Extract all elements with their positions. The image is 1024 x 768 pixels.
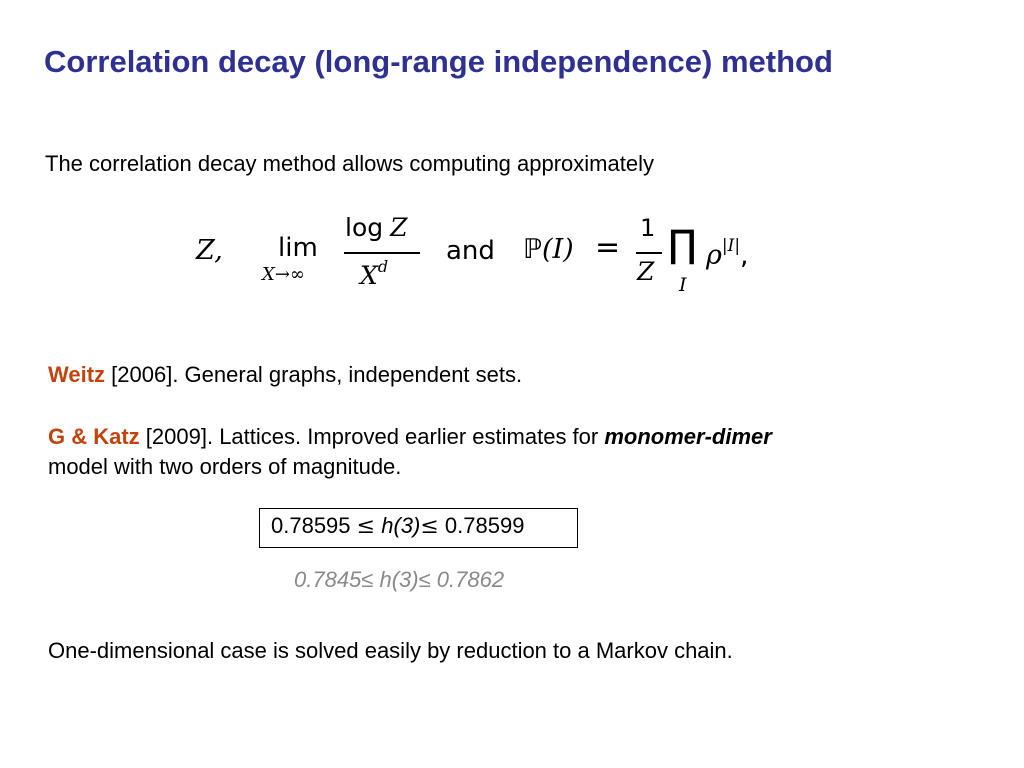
formula-rho bbox=[706, 236, 749, 271]
formula-fraction-bar bbox=[344, 252, 420, 254]
bound-lower: 0.78595 bbox=[271, 513, 351, 538]
leq-symbol: ≤ bbox=[420, 514, 439, 539]
ref-author: Weitz bbox=[48, 362, 106, 387]
formula-den-exponent: d bbox=[377, 257, 389, 276]
formula-probability bbox=[523, 234, 574, 265]
bounds-new bbox=[271, 513, 524, 539]
formula-num-var: Z bbox=[390, 213, 408, 242]
ref-text: [2006]. General graphs, independent sets. bbox=[105, 362, 523, 387]
formula-product-subscript: I bbox=[679, 274, 687, 296]
ref-g-katz bbox=[48, 424, 772, 450]
formula-prob-symbol: ℙ bbox=[523, 234, 542, 265]
formula-den-var: X bbox=[360, 261, 378, 290]
ref-g-katz-cont: model with two orders of magnitude. bbox=[48, 454, 402, 479]
bound-upper: 0.78599 bbox=[444, 513, 525, 538]
leq-symbol: ≤ bbox=[356, 514, 376, 539]
formula-one: 1 bbox=[640, 214, 656, 242]
formula-lim-subscript: X→∞ bbox=[262, 264, 305, 285]
closing-text: One-dimensional case is solved easily by reduction to a Markov chain. bbox=[48, 638, 733, 663]
ref-weitz bbox=[48, 362, 522, 388]
formula-z: Z, bbox=[196, 235, 223, 266]
intro-text: The correlation decay method allows computing approximately bbox=[45, 151, 654, 176]
formula-product: ∏ bbox=[668, 222, 697, 266]
formula-lim: lim bbox=[278, 233, 318, 263]
ref-text: [2009]. Lattices. Improved earlier estimates for bbox=[139, 424, 605, 449]
formula-rho-exponent: |I| bbox=[721, 236, 741, 256]
formula-comma: , bbox=[740, 240, 749, 271]
ref-emphasis: monomer-dimer bbox=[604, 424, 772, 449]
formula-and: and bbox=[446, 236, 495, 266]
formula-rho-base: ρ bbox=[706, 240, 722, 271]
formula-z-denominator: Z bbox=[637, 257, 655, 286]
bound-variable: h(3) bbox=[381, 513, 421, 538]
formula-prob-arg: (I) bbox=[541, 234, 574, 265]
formula-fraction-numerator bbox=[345, 213, 407, 243]
formula-equals: = bbox=[595, 230, 621, 265]
formula-fraction-denominator bbox=[360, 257, 388, 290]
formula-fraction-bar-2 bbox=[636, 252, 662, 254]
bounds-old: 0.7845≤ h(3)≤ 0.7862 bbox=[294, 567, 505, 592]
ref-author: G & Katz bbox=[48, 424, 140, 449]
formula-log: log bbox=[345, 213, 384, 242]
page-title: Correlation decay (long-range independence) method bbox=[44, 44, 833, 79]
